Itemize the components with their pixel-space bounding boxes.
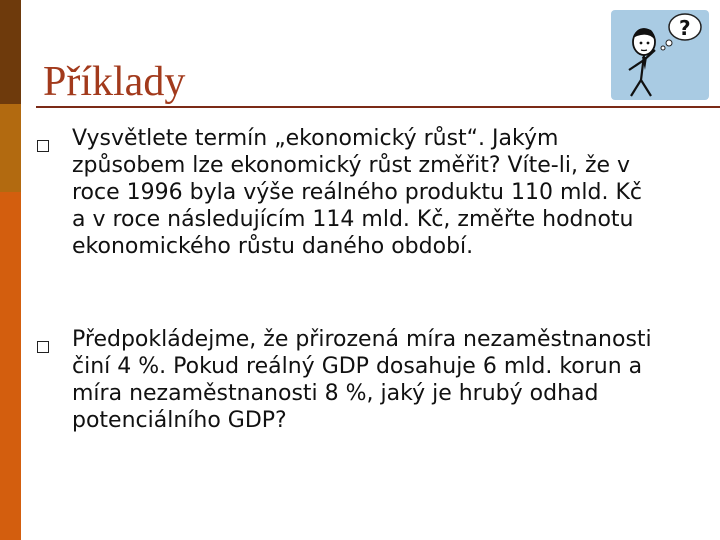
slide-title: Příklady [43,59,186,105]
title-underline [36,106,720,108]
side-decor-strip [0,0,21,540]
bullet-text: Předpokládejme, že přirozená míra nezaměstnanosti činí 4 %. Pokud reálný GDP dosahuje 6 mld. korun a míra nezaměstnanosti 8 %, jaký je hrubý odhad potenciálního GDP? [72,327,652,433]
strip-segment-top [0,0,21,104]
square-bullet-icon [37,140,49,152]
strip-segment-bottom [0,192,21,540]
thinking-person-question-mark-icon [611,10,709,100]
square-bullet-icon [37,341,49,353]
strip-segment-middle [0,104,21,192]
bullet-text: Vysvětlete termín „ekonomický růst“. Jakým způsobem lze ekonomický růst změřit? Víte-li, že v roce 1996 byla výše reálného produktu 110 mld. Kč a v roce následujícím 114 mld. Kč, změřte hodnotu ekonomického růstu daného období. [72,126,642,259]
svg-text:?: ? [679,16,691,40]
